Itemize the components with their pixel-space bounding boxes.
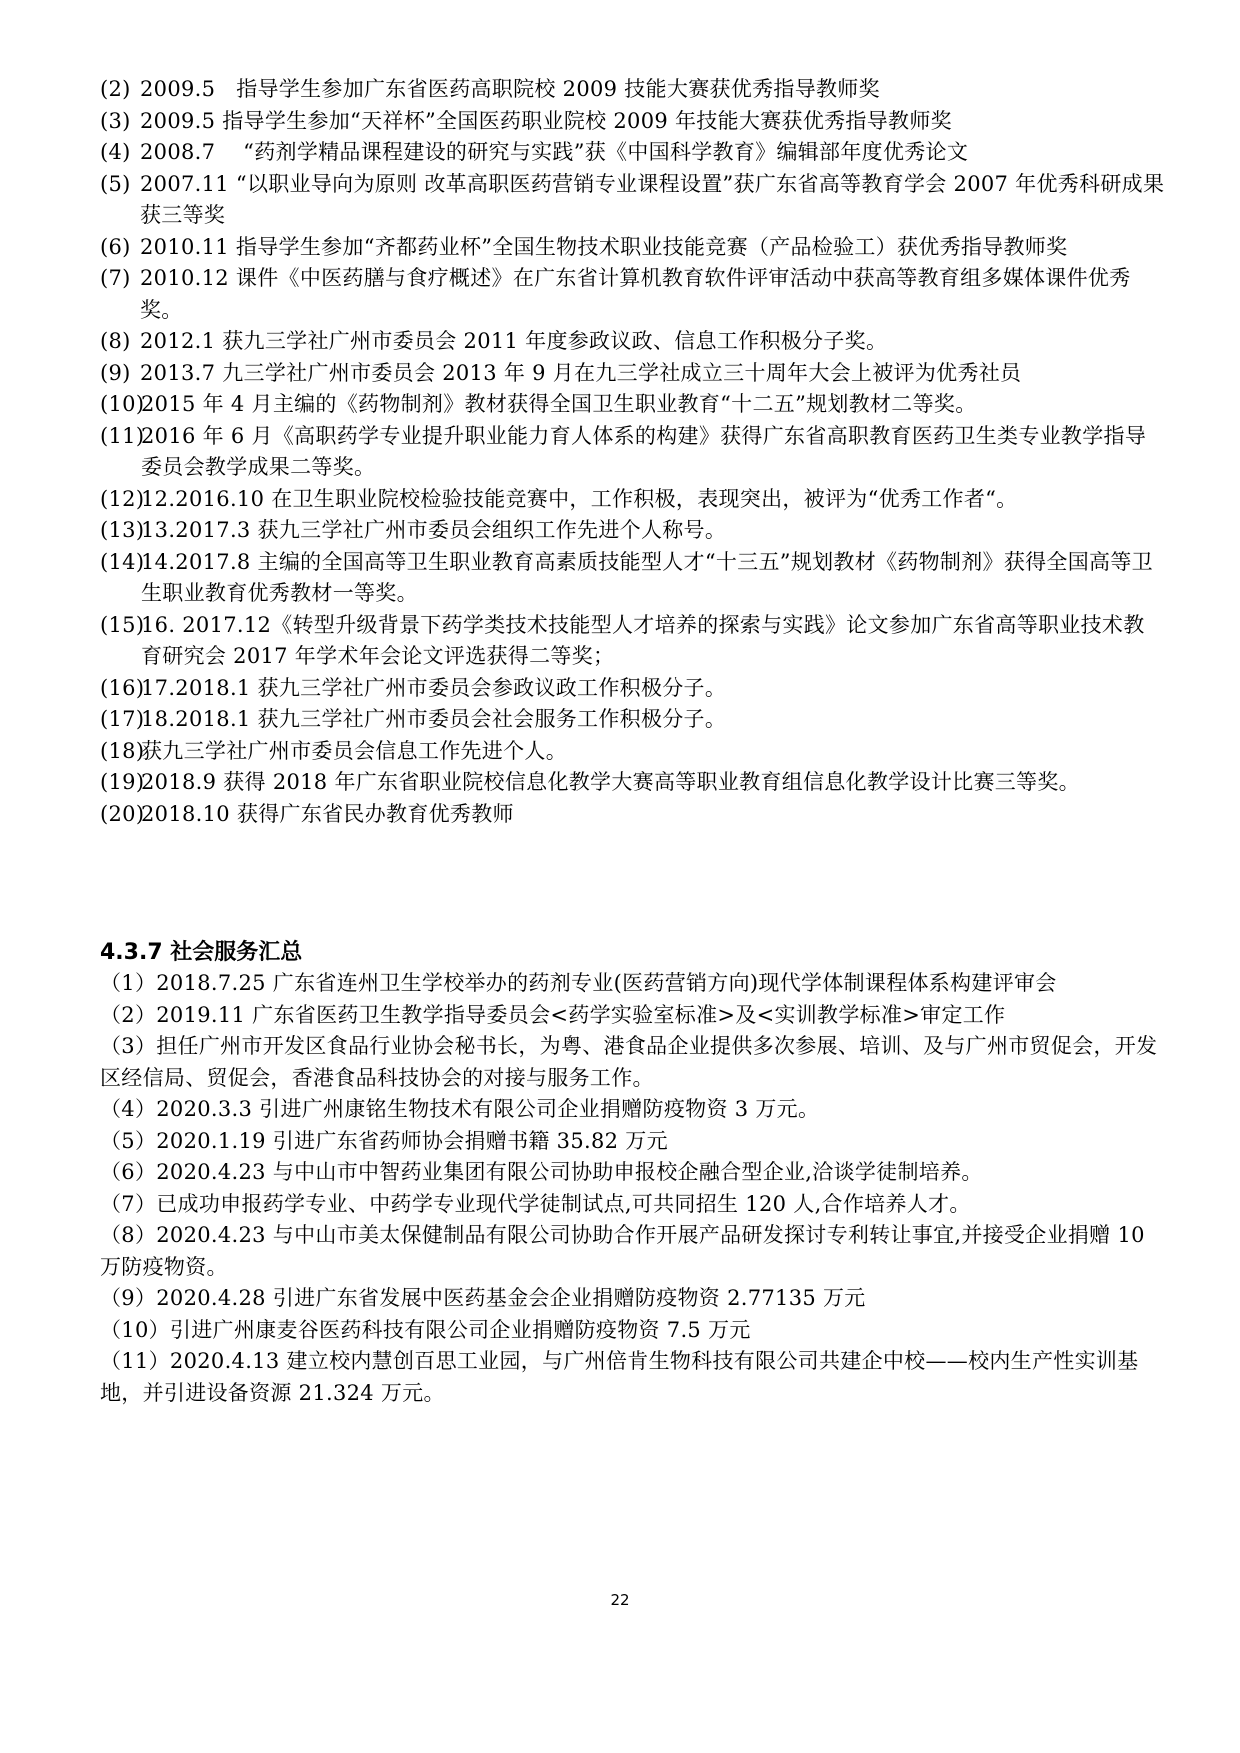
award-item <box>100 358 1165 390</box>
award-text: 2018.10 获得广东省民办教育优秀教师 <box>141 801 514 826</box>
service-item: （9）2020.4.28 引进广东省发展中医药基金会企业捐赠防疫物资 2.77135 万元 <box>100 1286 866 1310</box>
award-text: 2015 年 4 月主编的《药物制剂》教材获得全国卫生职业教育“十二五”规划教材二等奖。 <box>141 392 977 416</box>
award-item <box>100 74 1165 106</box>
service-item: （6）2020.4.23 与中山市中智药业集团有限公司协助申报校企融合型企业,洽谈学徒制培养。 <box>100 1160 983 1184</box>
service-item: （8）2020.4.23 与中山市美太保健制品有限公司协助合作开展产品研发探讨专利转让事宜,并接受企业捐赠 10 万防疫物资。 <box>100 1223 1152 1279</box>
award-item <box>100 799 1165 831</box>
award-text: 2012.1 获九三学社广州市委员会 2011 年度参政议政、信息工作积极分子奖。 <box>140 329 888 353</box>
award-number: (3) <box>100 108 131 133</box>
award-text: 18.2018.1 获九三学社广州市委员会社会服务工作积极分子。 <box>141 707 727 731</box>
award-number: (19) <box>100 770 145 794</box>
service-item: （10）引进广州康麦谷医药科技有限公司企业捐赠防疫物资 7.5 万元 <box>100 1317 751 1342</box>
award-text: 16. 2017.12《转型升级背景下药学类技术技能型人才培养的探索与实践》论文参加广东省高等职业技术教育研究会 2017 年学术年会论文评选获得二等奖； <box>141 612 1145 668</box>
service-item: （2）2019.11 广东省医药卫生教学指导委员会<药学实验室标准>及<实训教学标准>审定工作 <box>100 1002 1006 1027</box>
award-text: 2016 年 6 月《高职药学专业提升职业能力育人体系的构建》获得广东省高职教育医药卫生类专业教学指导委员会教学成果二等奖。 <box>141 423 1147 479</box>
award-number: (14) <box>100 549 145 574</box>
award-item <box>100 106 1165 138</box>
service-item: （11）2020.4.13 建立校内慧创百思工业园，与广州倍肯生物科技有限公司共建企中校——校内生产性实训基地，并引进设备资源 21.324 万元。 <box>100 1349 1139 1405</box>
award-text: 12.2016.10 在卫生职业院校检验技能竞赛中，工作积极，表现突出，被评为“优秀工作者“。 <box>141 486 1018 511</box>
award-list <box>100 74 1165 830</box>
award-item <box>100 515 1165 547</box>
award-text: 2018.9 获得 2018 年广东省职业院校信息化教学大赛高等职业教育组信息化教学设计比赛三等奖。 <box>141 770 1080 794</box>
award-item <box>100 232 1165 264</box>
award-text: 14.2017.8 主编的全国高等卫生职业教育高素质技能型人才“十三五”规划教材《药物制剂》获得全国高等卫生职业教育优秀教材一等奖。 <box>141 549 1153 605</box>
award-text: 2007.11 “以职业导向为原则 改革高职医药营销专业课程设置”获广东省高等教育学会 2007 年优秀科研成果获三等奖 <box>140 171 1165 227</box>
service-item: （1）2018.7.25 广东省连州卫生学校举办的药剂专业(医药营销方向)现代学体制课程体系构建评审会 <box>100 971 1057 995</box>
award-text: 13.2017.3 获九三学社广州市委员会组织工作先进个人称号。 <box>141 518 727 542</box>
service-item: （7）已成功申报药学专业、中药学专业现代学徒制试点,可共同招生 120 人,合作培养人才。 <box>100 1191 971 1216</box>
page-number: 22 <box>610 1591 630 1609</box>
award-number: (8) <box>100 329 131 353</box>
award-item <box>100 673 1165 705</box>
section-heading: 4.3.7 社会服务汇总 <box>100 940 303 965</box>
award-number: (5) <box>100 171 131 196</box>
award-number: (18) <box>100 738 145 763</box>
award-item <box>100 389 1165 421</box>
award-item <box>100 547 1165 610</box>
award-item <box>100 736 1165 768</box>
service-item: （3）担任广州市开发区食品行业协会秘书长，为粤、港食品企业提供多次参展、培训、及与广州市贸促会，开发区经信局、贸促会，香港食品科技协会的对接与服务工作。 <box>100 1034 1158 1090</box>
award-number: (13) <box>100 518 145 542</box>
award-item <box>100 421 1165 484</box>
award-text: 2013.7 九三学社广州市委员会 2013 年 9 月在九三学社成立三十周年大会上被评为优秀社员 <box>140 360 1022 385</box>
award-item <box>100 263 1165 326</box>
award-item <box>100 610 1165 673</box>
award-number: (4) <box>100 140 131 164</box>
award-item <box>100 484 1165 516</box>
award-item <box>100 137 1165 169</box>
award-number: (12) <box>100 486 145 511</box>
award-number: (10) <box>100 392 145 416</box>
award-number: (2) <box>100 77 131 101</box>
award-item <box>100 704 1165 736</box>
service-item: （4）2020.3.3 引进广州康铭生物技术有限公司企业捐赠防疫物资 3 万元。 <box>100 1097 820 1121</box>
award-number: (9) <box>100 360 131 385</box>
award-number: (15) <box>100 612 145 637</box>
award-number: (17) <box>100 707 145 731</box>
award-number: (20) <box>100 801 145 826</box>
award-text: 17.2018.1 获九三学社广州市委员会参政议政工作积极分子。 <box>141 675 727 700</box>
award-item <box>100 767 1165 799</box>
award-text: 2010.12 课件《中医药膳与食疗概述》在广东省计算机教育软件评审活动中获高等教育组多媒体课件优秀奖。 <box>140 266 1131 322</box>
award-number: (6) <box>100 234 131 259</box>
award-text: 2009.5 指导学生参加“天祥杯”全国医药职业院校 2009 年技能大赛获优秀指导教师奖 <box>140 108 952 133</box>
award-text: 获九三学社广州市委员会信息工作先进个人。 <box>141 738 567 763</box>
award-item <box>100 326 1165 358</box>
service-item: （5）2020.1.19 引进广东省药师协会捐赠书籍 35.82 万元 <box>100 1128 668 1153</box>
award-number: (11) <box>100 423 145 448</box>
award-item <box>100 169 1165 232</box>
award-text: 2008.7 “药剂学精品课程建设的研究与实践”获《中国科学教育》编辑部年度优秀论文 <box>140 140 969 164</box>
award-number: (16) <box>100 675 145 700</box>
service-list <box>100 968 1165 1409</box>
award-number: (7) <box>100 266 131 290</box>
award-text: 2009.5 指导学生参加广东省医药高职院校 2009 技能大赛获优秀指导教师奖 <box>140 77 880 101</box>
award-text: 2010.11 指导学生参加“齐都药业杯”全国生物技术职业技能竞赛（产品检验工）获优秀指导教师奖 <box>140 234 1068 259</box>
